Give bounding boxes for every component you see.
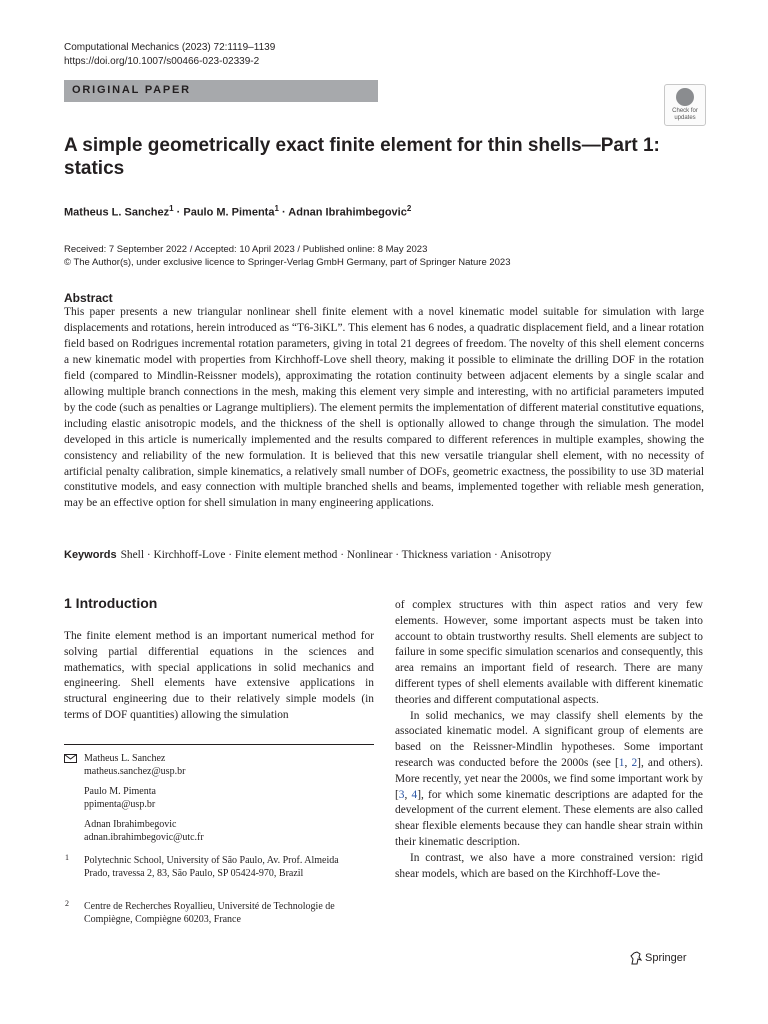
intro-paragraph: In contrast, we also have a more constrained version: rigid shear models, which are based on the Kirchhoff-Love the- — [395, 851, 703, 880]
paragraph-text: , — [624, 756, 632, 769]
intro-paragraph-left: The finite element method is an important numerical method for solving partial differential equations in the sciences and mathematics, with special applications in solid mechanics and engineering. Shell elements have extensive applications in structural engineering due to their relatively simple models (in terms of DOF quantities) allowing the simulation — [64, 630, 374, 721]
correspondence-entry — [84, 785, 156, 811]
citation-link[interactable]: 3 — [398, 788, 405, 801]
correspondence-name: Matheus L. Sanchez — [84, 753, 166, 764]
keywords-list: Shell · Kirchhoff-Love · Finite element method · Nonlinear · Thickness variation · Anisotropy — [120, 549, 552, 561]
paragraph-text: , — [404, 788, 412, 801]
correspondence-email[interactable]: adnan.ibrahimbegovic@utc.fr — [84, 832, 204, 843]
springer-horse-icon — [630, 951, 642, 965]
paragraph-text: In solid mechanics, we may classify shell elements by the associated kinematic model. A significant group of elements are based on the Reissner-Mindlin hypotheses. Some important research was conducted before the 2000s (see [ — [395, 709, 703, 769]
author-affiliation-mark: 1 — [169, 204, 174, 213]
affiliation-number: 1 — [65, 853, 69, 862]
copyright-notice: © The Author(s), under exclusive licence to Springer-Verlag GmbH Germany, part of Springer Nature 2023 — [64, 257, 511, 268]
article-type-banner — [64, 80, 378, 102]
publication-dates: Received: 7 September 2022 / Accepted: 10 April 2023 / Published online: 8 May 2023 — [64, 244, 428, 255]
article-type-label: ORIGINAL PAPER — [72, 84, 191, 96]
paragraph-text: ], and others). More recently, yet near the 2000s, we find some important work by [ — [395, 756, 703, 801]
citation-link[interactable]: 2 — [631, 756, 638, 769]
correspondence-name: Adnan Ibrahimbegovic — [84, 819, 177, 830]
author-name[interactable]: Paulo M. Pimenta — [183, 206, 275, 219]
paragraph-text: ], for which some kinematic descriptions are adapted for the development of the current element. These elements are also called shear flexible elements because they can handle shear strain within their kinematic description. — [395, 788, 703, 848]
keywords-line — [64, 549, 551, 561]
citation-link[interactable]: 4 — [411, 788, 418, 801]
abstract-text: This paper presents a new triangular nonlinear shell finite element with a novel kinematic model suitable for simulation with large displacements and rotations, herein introduced as “T6-3iKL”. This element has 6 nodes, a quadratic displacement field, and a linear rotation field based on Rodrigues incremental rotation parameters, giving in total 21 degrees of freedom. The novelty of this shell element concerns a new kinematic model with properties from Kirchhoff-Love shell theory, making it possible to eliminate the drilling DOF in the rotation field (compared to Mindlin-Reissner models), approximating the rotation continuity between adjacent elements by a single scalar and allowing multiple branch connections in the mesh, making this element very simple and interesting, with no artificial parameters imputed by the code (such as penalties or Lagrange multipliers). The element permits the implementation of different material constitutive equations, including elastic anisotropic models, and the thickness of the shell is optionally allowed to change through the simulation. The model developed in this article is numerically implemented and the results compared to different references in multiple examples, showing the consistency and reliability of the new formulation. It is believed that this new versatile triangular shell element, with no necessity of artificial penalty calibration, simple kinematics, a relatively small number of DOFs, geometric exactness, the possibility to use 3D material constitutive models, and easy connection with multiple branched shells and beams, implemented together with reliable mesh generation, may be an effective option for shell simulation in many engineering applications. — [64, 306, 704, 510]
intro-paragraph — [395, 709, 703, 851]
correspondence-email[interactable]: matheus.sanchez@usp.br — [84, 766, 186, 777]
author-affiliation-mark: 2 — [406, 204, 412, 213]
check-updates-label: Check for updates — [672, 108, 698, 121]
footnote-rule — [64, 744, 374, 745]
check-updates-icon — [676, 88, 694, 106]
author-affiliation-mark: 1 — [274, 204, 279, 213]
intro-paragraph: of complex structures with thin aspect ratios and very few elements. However, some important aspects must be taken into account to obtain trustworthy results. Shell elements are subject to failure in some specific simulation scenarios and consequently, this area remains an important field of research. There are many different types of shell elements available with different kinematic theories and different computational aspects. — [395, 599, 703, 706]
author-name[interactable]: Matheus L. Sanchez — [64, 206, 170, 219]
affiliation-number: 2 — [65, 899, 69, 908]
affiliation-text: Centre de Recherches Royallieu, Université de Technologie de Compiègne, Compiègne 60203, France — [84, 901, 335, 925]
author-list: Matheus L. Sanchez$^1$ · Paulo M. Pimenta$^1$ · Adnan Ibrahimbegovic$^2$ — [64, 204, 412, 219]
correspondence-name: Paulo M. Pimenta — [84, 786, 156, 797]
affiliation-text: Polytechnic School, University of São Paulo, Av. Prof. Almeida Prado, travessa 2, 83, São Paulo, SP 05424-970, Brazil — [84, 855, 339, 879]
abstract-heading: Abstract — [64, 291, 113, 305]
envelope-icon — [64, 754, 77, 763]
correspondence-entry — [84, 818, 204, 844]
keywords-label: Keywords — [64, 549, 117, 561]
citation-link[interactable]: 1 — [618, 756, 625, 769]
author-name[interactable]: Adnan Ibrahimbegovic — [288, 206, 407, 219]
correspondence-email[interactable]: ppimenta@usp.br — [84, 799, 156, 810]
publisher-name: Springer — [645, 952, 687, 964]
check-for-updates-badge[interactable] — [664, 84, 706, 126]
journal-citation: Computational Mechanics (2023) 72:1119–1139 — [64, 42, 276, 53]
right-column — [395, 598, 703, 882]
section-heading: 1 Introduction — [64, 595, 158, 611]
correspondence-entry — [84, 752, 185, 778]
paper-title: A simple geometrically exact finite element for thin shells—Part 1: statics — [64, 135, 660, 179]
doi-link[interactable]: https://doi.org/10.1007/s00466-023-02339-2 — [64, 56, 260, 67]
